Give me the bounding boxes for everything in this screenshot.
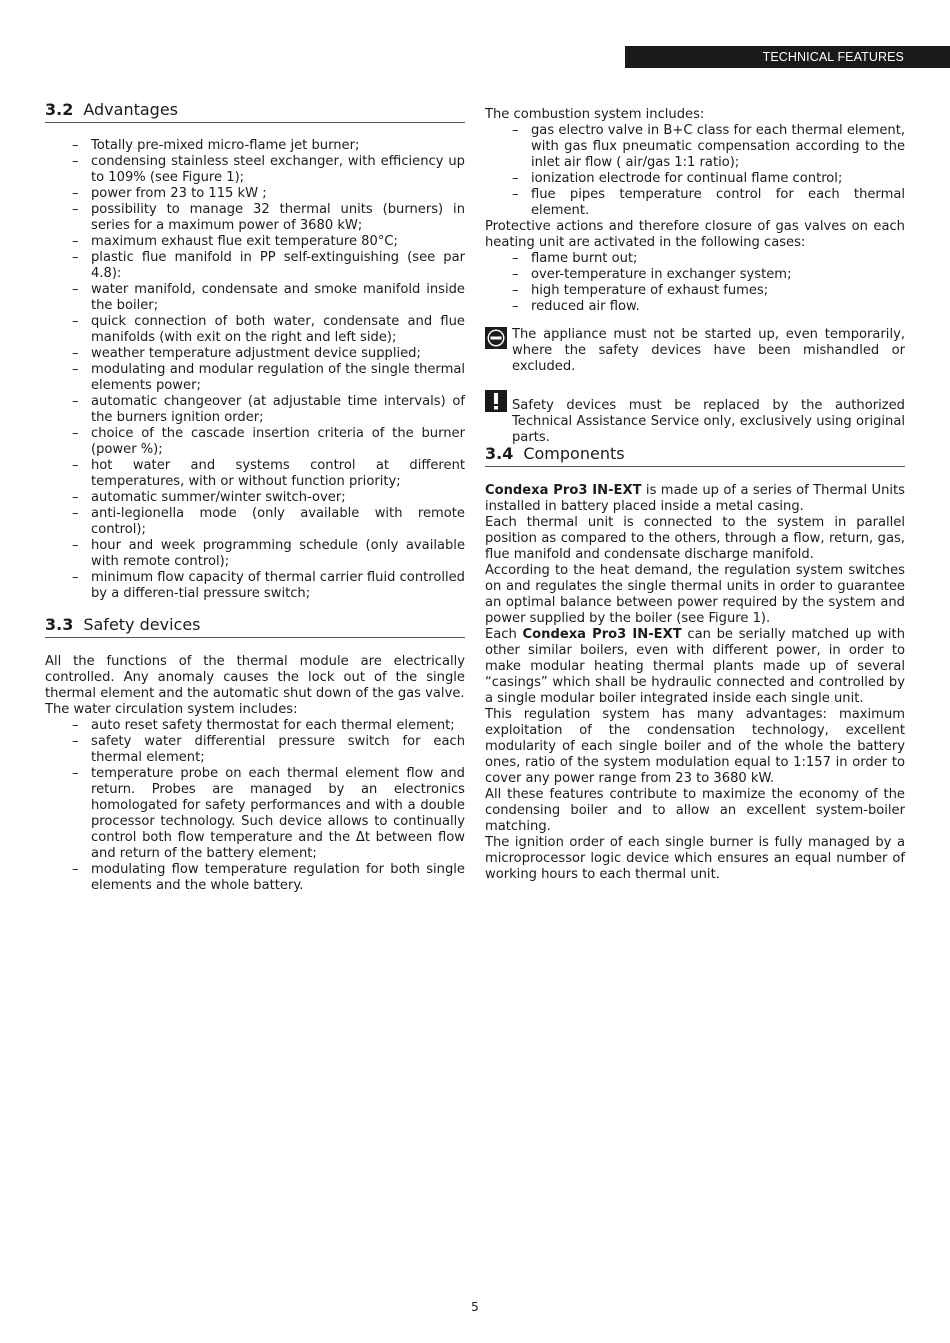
components-para-2: Each thermal unit is connected to the system in parallel position as compared to the others, through a flow, return, gas, flue manifold and condensate discharge manifold. — [485, 515, 905, 562]
list-item: – high temperature of exhaust fumes; — [485, 283, 905, 299]
brand-name: Condexa Pro3 IN-EXT — [522, 627, 682, 642]
components-para-4 — [485, 627, 905, 707]
list-item: – condensing stainless steel exchanger, with efficiency up to 109% (see Figure 1); — [45, 154, 465, 186]
heading-components — [485, 444, 905, 467]
list-item: – flue pipes temperature control for each thermal element. — [485, 187, 905, 219]
forbidden-notice — [485, 327, 905, 375]
page-number: 5 — [471, 1300, 479, 1314]
no-entry-icon — [485, 327, 507, 349]
combustion-list — [485, 123, 905, 219]
section-number: 3.4 — [485, 444, 514, 463]
section-label: TECHNICAL FEATURES — [762, 50, 904, 64]
list-item: – automatic summer/winter switch-over; — [45, 490, 465, 506]
protective-intro: Protective actions and therefore closure of gas valves on each heating unit are activated in the following cases: — [485, 219, 905, 250]
list-item: – water manifold, condensate and smoke manifold inside the boiler; — [45, 282, 465, 314]
components-para-7: The ignition order of each single burner is fully managed by a microprocessor logic device which ensures an equal number of working hours to each thermal unit. — [485, 835, 905, 882]
components-para-1 — [485, 483, 905, 515]
list-item: – power from 23 to 115 kW ; — [45, 186, 465, 202]
section-number: 3.3 — [45, 615, 74, 634]
list-item: – reduced air flow. — [485, 299, 905, 315]
para-text: Each — [485, 627, 523, 642]
list-item: – hot water and systems control at different temperatures, with or without function priority; — [45, 458, 465, 490]
section-number: 3.2 — [45, 100, 74, 119]
safety-intro: All the functions of the thermal module are electrically controlled. Any anomaly causes the lock out of the single thermal element and the automatic shut down of the gas valve. — [45, 654, 465, 701]
protective-list — [485, 251, 905, 315]
components-para-6: All these features contribute to maximize the economy of the condensing boiler and to allow an excellent system-boiler matching. — [485, 787, 905, 834]
warning-notice-text: Safety devices must be replaced by the authorized Technical Assistance Service only, exclusively using original parts. — [512, 398, 905, 445]
list-item: – Totally pre-mixed micro-flame jet burner; — [45, 138, 465, 154]
list-item: – quick connection of both water, condensate and flue manifolds (with exit on the right and left side); — [45, 314, 465, 346]
list-item: – automatic changeover (at adjustable time intervals) of the burners ignition order; — [45, 394, 465, 426]
list-item: – possibility to manage 32 thermal units (burners) in series for a maximum power of 3680 kW; — [45, 202, 465, 234]
list-item: – temperature probe on each thermal element flow and return. Probes are managed by an electronics homologated for safety performances and with a double processor technology. Such device allows to continually control both flow temperature and the Δt between flow and return of the battery element; — [45, 766, 465, 862]
section-title: Components — [523, 444, 625, 463]
section-title: Advantages — [83, 100, 178, 119]
list-item: – maximum exhaust flue exit temperature 80°C; — [45, 234, 465, 250]
warning-notice — [485, 390, 905, 446]
components-para-3: According to the heat demand, the regulation system switches on and regulates the single thermal units in order to guarantee an optimal balance between power required by the system and power supplied by the boiler (see Figure 1). — [485, 563, 905, 626]
para-text: can be serially matched up with other similar boilers, even with different power, in order to make modular heating thermal plants made up of several “casings” which shall be hydraulic connected and controlled by a single modular boiler integrated inside each single unit. — [485, 627, 905, 706]
heading-safety-devices — [45, 615, 465, 638]
list-item: – anti-legionella mode (only available with remote control); — [45, 506, 465, 538]
para-text: is made up of a series of Thermal Units installed in battery placed inside a metal casing. — [485, 483, 905, 514]
safety-block — [45, 654, 465, 894]
list-item: – weather temperature adjustment device supplied; — [45, 346, 465, 362]
list-item: – choice of the cascade insertion criteria of the burner (power %); — [45, 426, 465, 458]
heading-advantages — [45, 100, 465, 123]
advantages-list-block — [45, 138, 465, 602]
water-intro: The water circulation system includes: — [45, 702, 298, 717]
list-item: – safety water differential pressure switch for each thermal element; — [45, 734, 465, 766]
components-para-5: This regulation system has many advantages: maximum exploitation of the condensation technology, excellent modularity of each single boiler and of the whole the battery ones, ratio of the system modulation equal to 1:157 in order to cover any power range from 23 to 3680 kW. — [485, 707, 905, 786]
list-item: – auto reset safety thermostat for each thermal element; — [45, 718, 465, 734]
section-header-bar — [625, 46, 950, 68]
combustion-intro: The combustion system includes: — [485, 107, 705, 122]
exclamation-icon — [485, 390, 507, 412]
list-item: – over-temperature in exchanger system; — [485, 267, 905, 283]
list-item: – ionization electrode for continual flame control; — [485, 171, 905, 187]
list-item: – flame burnt out; — [485, 251, 905, 267]
combustion-block — [485, 107, 905, 219]
list-item: – gas electro valve in B+C class for each thermal element, with gas flux pneumatic compensation according to the inlet air flow ( air/gas 1:1 ratio); — [485, 123, 905, 171]
brand-name: Condexa Pro3 IN-EXT — [485, 483, 642, 498]
list-item: – hour and week programming schedule (only available with remote control); — [45, 538, 465, 570]
forbidden-notice-text: The appliance must not be started up, even temporarily, where the safety devices have been mishandled or excluded. — [512, 327, 905, 374]
list-item: – minimum flow capacity of thermal carrier fluid controlled by a differen-tial pressure switch; — [45, 570, 465, 602]
section-title: Safety devices — [83, 615, 201, 634]
water-system-list — [45, 718, 465, 894]
list-item: – plastic flue manifold in PP self-extinguishing (see par 4.8): — [45, 250, 465, 282]
components-block — [485, 483, 905, 883]
protective-block — [485, 219, 905, 315]
list-item: – modulating flow temperature regulation for both single elements and the whole battery. — [45, 862, 465, 894]
advantages-list — [45, 138, 465, 602]
list-item: – modulating and modular regulation of the single thermal elements power; — [45, 362, 465, 394]
